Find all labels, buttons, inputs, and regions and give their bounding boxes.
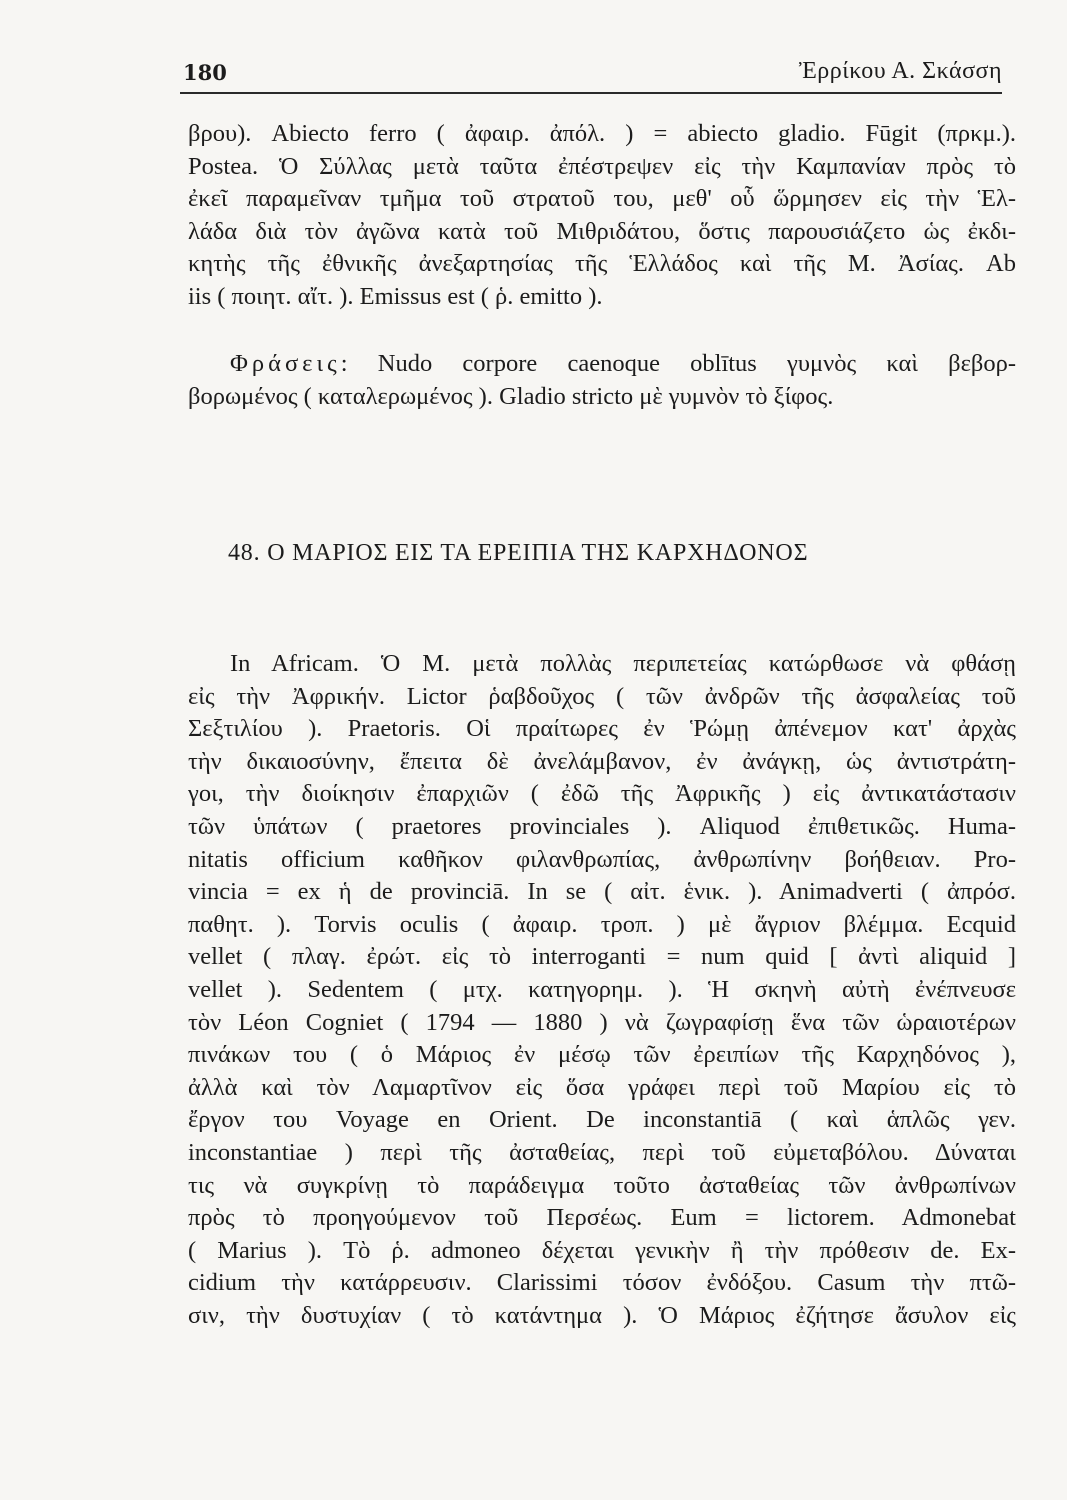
- phrases-text: : Nudo corpore caenoque oblītus γυμνὸς καὶ βεβορ-: [340, 350, 1016, 377]
- text-line: [188, 348, 1016, 381]
- text-line: εἰς τὴν Ἀφρικήν. Lictor ῥαβδοῦχος ( τῶν ἀνδρῶν τῆς ἀσφαλείας τοῦ: [188, 682, 1016, 710]
- text-line: Σεξτιλίου ). Praetoris. Οἱ πραίτωρες ἐν Ῥώμῃ ἀπένεμον κατ' ἀρχὰς: [188, 715, 1016, 743]
- phrases-paragraph: [188, 348, 1016, 413]
- text-line: In Africam. Ὁ Μ. μετὰ πολλὰς περιπετείας κατώρθωσε νὰ φθάσῃ: [230, 650, 1016, 677]
- text-line: γοι, τὴν διοίκησιν ἐπαρχιῶν ( ἐδῶ τῆς Ἀφρικῆς ) εἰς ἀντικατάστασιν: [188, 780, 1016, 808]
- commentary-paragraph: [188, 648, 1016, 1332]
- text-line: ( Marius ). Τὸ ῥ. admoneo δέχεται γενικὴν ἢ τὴν πρόθεσιν de. Ex-: [188, 1236, 1016, 1264]
- phrases-label: Φράσεις: [230, 350, 341, 377]
- paragraph-continuation: [188, 118, 1016, 314]
- text-line: κητὴς τῆς ἐθνικῆς ἀνεξαρτησίας τῆς Ἑλλάδος καὶ τῆς Μ. Ἀσίας. Ab: [188, 250, 1016, 278]
- text-line: ἔργον του Voyage en Orient. De inconstantiā ( καὶ ἁπλῶς γεν.: [188, 1106, 1016, 1134]
- text-line: τὴν δικαιοσύνην, ἔπειτα δὲ ἀνελάμβανον, ἐν ἀνάγκῃ, ὡς ἀντιστράτη-: [188, 747, 1016, 775]
- text-line: βρου). Abiecto ferro ( ἀφαιρ. ἀπόλ. ) = abiecto gladio. Fūgit (πρκμ.).: [188, 120, 1016, 147]
- section-heading: 48. Ο ΜΑΡΙΟΣ ΕΙΣ ΤΑ ΕΡΕΙΠΙΑ ΤΗΣ ΚΑΡΧΗΔΟΝΟΣ: [228, 540, 809, 566]
- text-line: σιν, τὴν δυστυχίαν ( τὸ κατάντημα ). Ὁ Μάριος ἐζήτησε ἄσυλον εἰς: [188, 1301, 1016, 1329]
- text-line: ἐκεῖ παραμεῖναν τμῆμα τοῦ στρατοῦ του, μεθ' οὗ ὥρμησεν εἰς τὴν Ἑλ-: [188, 185, 1016, 213]
- text-line: iis ( ποιητ. αἴτ. ). Emissus est ( ῥ. emitto ).: [188, 282, 603, 310]
- text-line: vellet ). Sedentem ( μτχ. κατηγορημ. ). Ἡ σκηνὴ αὐτὴ ἐνέπνευσε: [188, 975, 1016, 1003]
- text-line: vincia = ex ἡ de provinciā. In se ( αἰτ. ἑνικ. ). Animadverti ( ἀπρόσ.: [188, 878, 1016, 906]
- page-number: 180: [183, 60, 227, 85]
- page-header: [180, 48, 1002, 94]
- text-line: τὸν Léon Cogniet ( 1794 — 1880 ) νὰ ζωγραφίσῃ ἕνα τῶν ὡραιοτέρων: [188, 1008, 1016, 1036]
- text-line: λάδα διὰ τὸν ἀγῶνα κατὰ τοῦ Μιθριδάτου, ὅστις παρουσιάζετο ὡς ἐκδι-: [188, 217, 1016, 245]
- text-line: ἀλλὰ καὶ τὸν Λαμαρτῖνον εἰς ὅσα γράφει περὶ τοῦ Μαρίου εἰς τὸ: [188, 1073, 1016, 1101]
- text-line: nitatis officium καθῆκον φιλανθρωπίας, ἀνθρωπίνην βοήθειαν. Pro-: [188, 845, 1016, 873]
- text-line: inconstantiae ) περὶ τῆς ἀσταθείας, περὶ τοῦ εὐμεταβόλου. Δύναται: [188, 1138, 1016, 1166]
- text-line: Postea. Ὁ Σύλλας μετὰ ταῦτα ἐπέστρεψεν εἰς τὴν Καμπανίαν πρὸς τὸ: [188, 152, 1016, 180]
- text-line: τῶν ὑπάτων ( praetores provinciales ). Aliquod ἐπιθετικῶς. Huma-: [188, 812, 1016, 840]
- text-line: παθητ. ). Torvis oculis ( ἀφαιρ. τροπ. ) μὲ ἄγριον βλέμμα. Ecquid: [188, 910, 1016, 938]
- text-line: τις νὰ συγκρίνῃ τὸ παράδειγμα τοῦτο ἀσταθείας τῶν ἀνθρωπίνων: [188, 1171, 1016, 1199]
- text-line: βορωμένος ( καταλερωμένος ). Gladio stricto μὲ γυμνὸν τὸ ξίφος.: [188, 382, 834, 410]
- running-head: Ἐρρίκου Α. Σκάσση: [798, 58, 1002, 84]
- text-line: cidium τὴν κατάρρευσιν. Clarissimi τόσον ἐνδόξου. Casum τὴν πτῶ-: [188, 1269, 1016, 1297]
- text-line: πρὸς τὸ προηγούμενον τοῦ Περσέως. Eum = lictorem. Admonebat: [188, 1204, 1016, 1232]
- text-line: πινάκων του ( ὁ Μάριος ἐν μέσῳ τῶν ἐρειπίων τῆς Καρχηδόνος ),: [188, 1041, 1016, 1069]
- text-line: vellet ( πλαγ. ἐρώτ. εἰς τὸ interroganti = num quid [ ἀντὶ aliquid ]: [188, 943, 1016, 971]
